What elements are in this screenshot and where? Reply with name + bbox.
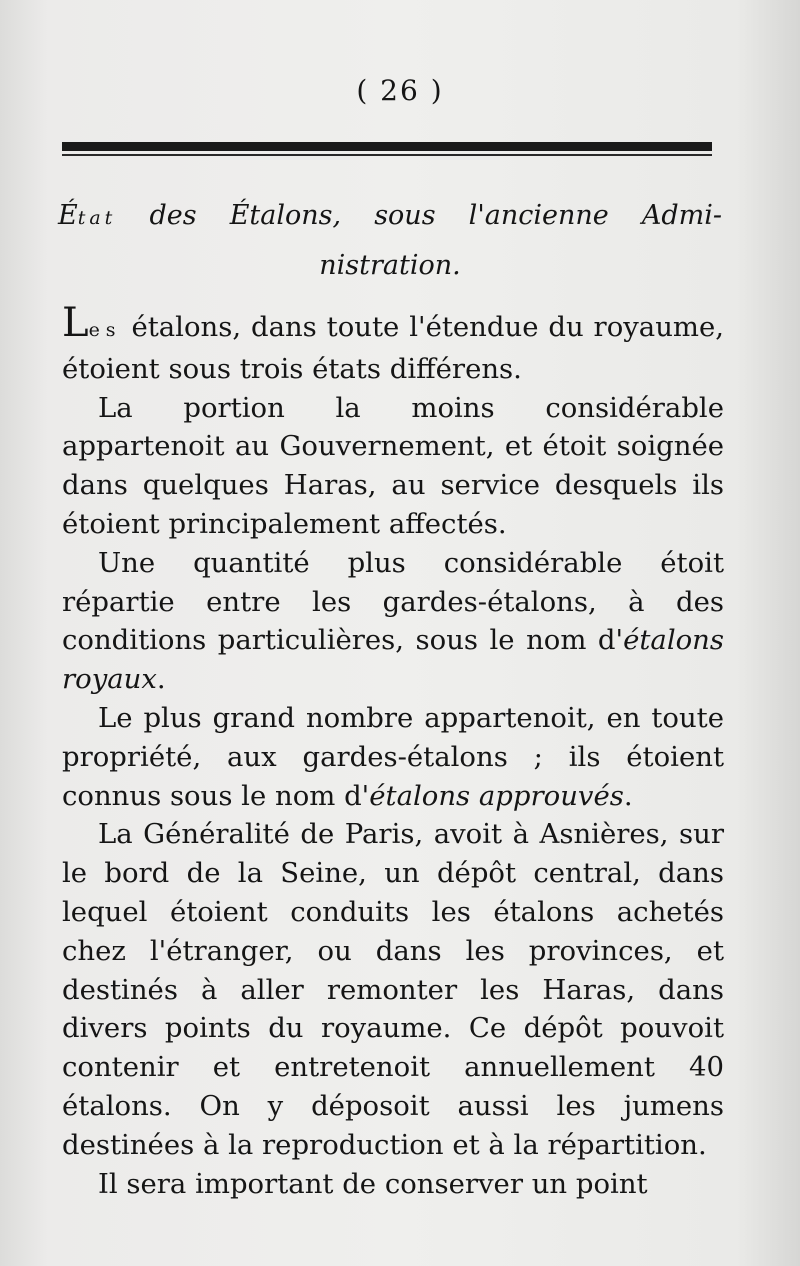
paragraph-1: [62, 300, 724, 389]
drop-cap: L: [62, 300, 89, 346]
header-double-rule: [62, 142, 712, 157]
paragraph-4-italic: étalons approuvés: [369, 779, 624, 812]
page-number: ( 26 ): [356, 74, 444, 107]
heading-line-1: [58, 192, 722, 242]
heading-line-2: nistration.: [319, 250, 461, 281]
paragraph-4: [62, 699, 724, 815]
paragraph-6: Il sera important de conserver un point: [98, 1167, 648, 1200]
paragraph-2: La portion la moins considérable appartenoit au Gouvernement, et étoit soignée dans quelques Haras, au service desquels ils étoient principalement affectés.: [62, 391, 724, 540]
paragraph-5: La Généralité de Paris, avoit à Asnières, sur le bord de la Seine, un dépôt central, dans lequel étoient conduits les étalons achetés chez l'étranger, ou dans les provinces, et destinés à aller remonter les Haras, dans divers points du royaume. Ce dépôt pouvoit contenir et entretenoit annuellement 40 étalons. On y déposoit aussi les jumens destinées à la reproduction et à la répartition.: [62, 818, 724, 1161]
heading-initial: É: [58, 200, 78, 231]
paragraph-3: [62, 544, 724, 699]
section-heading: [58, 192, 722, 290]
thick-rule: [62, 142, 712, 151]
paragraph-3-end: .: [156, 663, 166, 696]
body-text: [62, 300, 724, 1203]
paragraph-4-end: .: [623, 779, 633, 812]
paragraph-4-text: Le plus grand nombre appartenoit, en toute propriété, aux gardes-étalons ; ils étoient connus sous le nom d': [62, 701, 724, 812]
paragraph-3-italic: étalons royaux: [62, 624, 724, 696]
thin-rule: [62, 154, 712, 156]
heading-text: des Étalons, sous l'ancienne Admi-: [116, 200, 722, 231]
paragraph-1-text: étalons, dans toute l'étendue du royaume, étoient sous trois états différens.: [62, 311, 724, 385]
heading-small-caps: tat: [77, 207, 117, 229]
paragraph-1-small-caps: es: [88, 319, 122, 341]
paragraph-3-text: Une quantité plus considérable étoit répartie entre les gardes-étalons, à des conditions particulières, sous le nom d': [62, 546, 724, 657]
